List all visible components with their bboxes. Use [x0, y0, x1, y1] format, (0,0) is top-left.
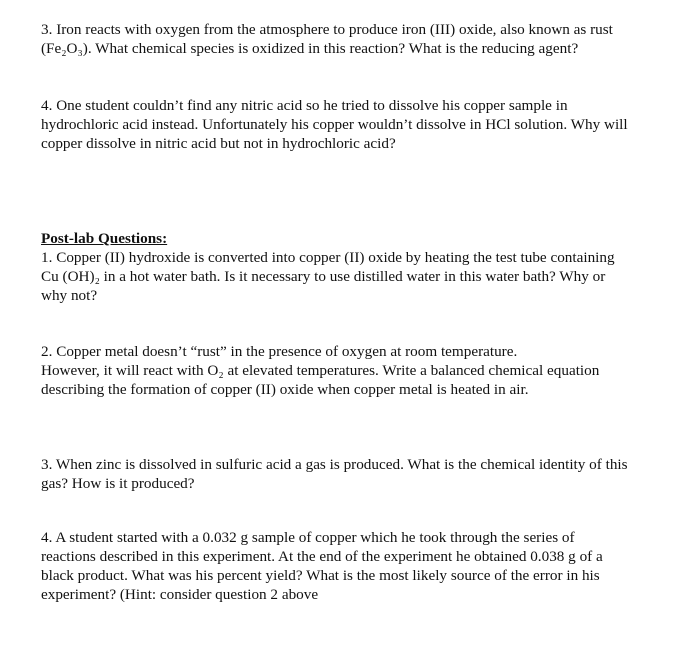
post-lab-question-2: [41, 342, 681, 399]
question-line: 4. One student couldn’t find any nitric acid so he tried to dissolve his copper sample in: [41, 97, 568, 114]
question-line: experiment? (Hint: consider question 2 above: [41, 586, 319, 603]
question-line: Cu (OH)₂ in a hot water bath. Is it necessary to use distilled water in this water bath? Why or: [41, 268, 606, 285]
post-lab-question-4: [41, 528, 681, 604]
question-line: 4. A student started with a 0.032 g sample of copper which he took through the series of: [41, 529, 575, 546]
question-line: 3. When zinc is dissolved in sulfuric acid a gas is produced. What is the chemical identity of this: [41, 456, 628, 473]
question-line: black product. What was his percent yield? What is the most likely source of the error in his: [41, 567, 600, 584]
question-line: why not?: [41, 287, 98, 304]
post-lab-question-1: [41, 248, 681, 305]
question-line: gas? How is it produced?: [41, 475, 195, 492]
question-line: describing the formation of copper (II) oxide when copper metal is heated in air.: [41, 381, 529, 398]
question-line: copper dissolve in nitric acid but not in hydrochloric acid?: [41, 135, 396, 152]
question-line: However, it will react with O₂ at elevated temperatures. Write a balanced chemical equation: [41, 362, 600, 379]
question-line: hydrochloric acid instead. Unfortunately his copper wouldn’t dissolve in HCl solution. Why will: [41, 116, 628, 133]
question-line: 2. Copper metal doesn’t “rust” in the presence of oxygen at room temperature.: [41, 343, 518, 360]
question-3-iron-rust: [41, 20, 681, 58]
question-line: (Fe₂O₃). What chemical species is oxidized in this reaction? What is the reducing agent?: [41, 40, 579, 57]
post-lab-heading: Post-lab Questions:: [41, 230, 168, 247]
question-line: reactions described in this experiment. At the end of the experiment he obtained 0.038 g of a: [41, 548, 603, 565]
question-4-nitric-acid: [41, 96, 681, 153]
post-lab-question-3: [41, 455, 681, 493]
question-line: 1. Copper (II) hydroxide is converted into copper (II) oxide by heating the test tube containing: [41, 249, 615, 266]
question-line: 3. Iron reacts with oxygen from the atmosphere to produce iron (III) oxide, also known as rust: [41, 21, 613, 38]
